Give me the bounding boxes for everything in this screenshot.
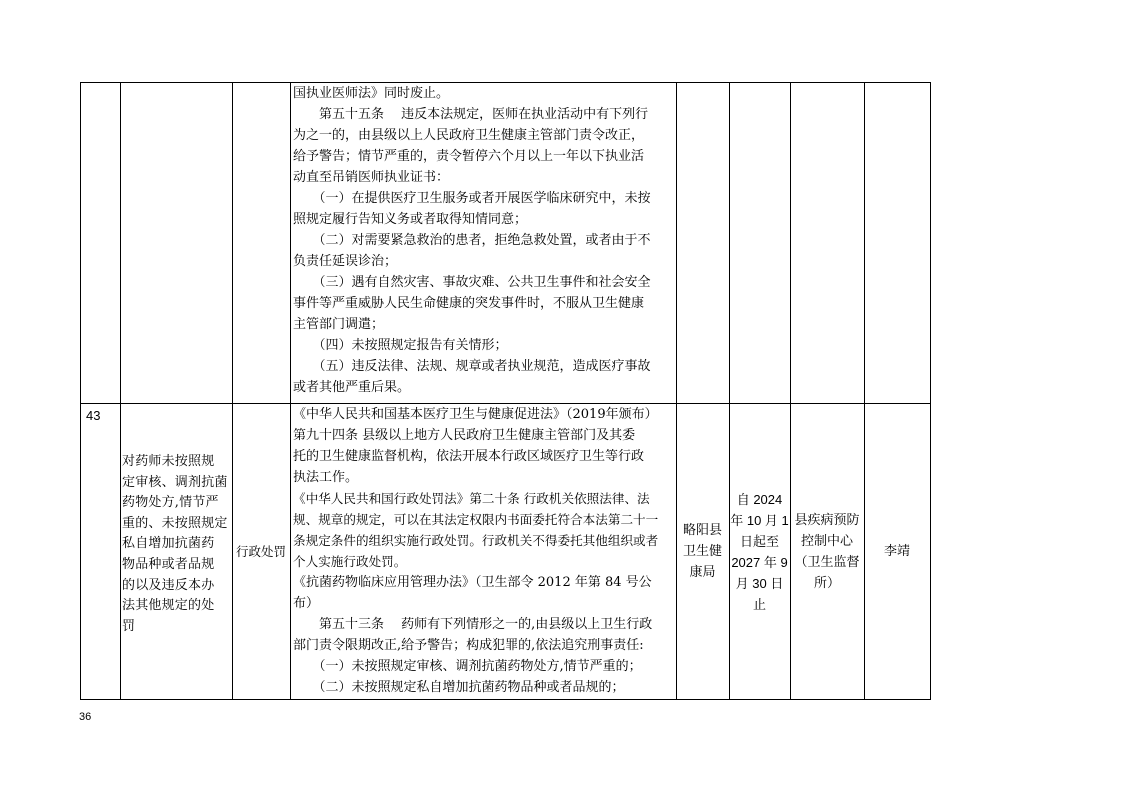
authority-cell <box>676 404 729 699</box>
legal-text-line: 动直至吊销医师执业证书： <box>293 170 450 185</box>
legal-basis-cell <box>293 404 676 698</box>
period-line: 日起至 <box>739 533 779 549</box>
item-name-line: 法其他规定的处 <box>122 598 215 614</box>
legal-text-line: 规、规章的规定，可以在其法定权限内书面委托符合本法第二十一 <box>293 512 659 527</box>
contact-person-cell: 李靖 <box>883 544 910 559</box>
legal-text-line: （二）未按照规定私自增加抗菌药物品种或者品规的； <box>293 680 625 695</box>
legal-text-line: 《中华人民共和国基本医疗卫生与健康促进法》（2019年颁布） <box>293 407 658 422</box>
legal-text-line: 负责任延误诊治； <box>293 254 398 269</box>
legal-text-line: （三）遇有自然灾害、事故灾难、公共卫生事件和社会安全 <box>293 275 651 290</box>
executor-line: （卫生监督 <box>794 554 860 570</box>
validity-period-cell <box>729 404 790 699</box>
authority-line: 康局 <box>689 565 716 580</box>
legal-text-line: （一）在提供医疗卫生服务或者开展医学临床研究中，未按 <box>293 191 651 206</box>
item-name-line: 的以及违反本办 <box>122 577 215 593</box>
legal-text-line: 条规定条件的组织实施行政处罚。行政机关不得委托其他组织或者 <box>293 533 659 548</box>
period-line: 2027 年 9 <box>731 554 788 570</box>
legal-text-line: （四）未按照规定报告有关情形； <box>293 338 508 353</box>
table-border-right <box>930 82 931 700</box>
legal-text-line: 执法工作。 <box>293 470 359 485</box>
executor-line: 县疾病预防 <box>794 512 860 528</box>
legal-basis-cell <box>293 83 676 398</box>
penalty-type-cell: 行政处罚 <box>235 544 286 559</box>
period-line: 月 30 日 <box>735 575 784 591</box>
legal-text-line: 布） <box>293 596 320 611</box>
legal-text-line: 第五十五条 违反本法规定，医师在执业活动中有下列行 <box>293 107 649 122</box>
item-name-line: 定审核、调剂抗菌 <box>122 474 228 490</box>
authorization-table <box>80 82 931 700</box>
executor-cell <box>790 404 864 699</box>
table-border-left <box>80 82 81 700</box>
item-name-line: 罚 <box>122 618 136 634</box>
legal-text-line: 第九十四条 县级以上地方人民政府卫生健康主管部门及其委 <box>293 428 636 443</box>
executor-line: 控制中心 <box>800 533 853 549</box>
legal-text-line: （五）违反法律、法规、规章或者执业规范，造成医疗事故 <box>293 359 651 374</box>
item-name-line: 物品种或者品规 <box>122 556 215 572</box>
page-number: 36 <box>79 711 92 723</box>
legal-text-line: 第五十三条 药师有下列情形之一的,由县级以上卫生行政 <box>293 617 653 632</box>
legal-text-line: 个人实施行政处罚。 <box>293 554 407 569</box>
legal-text-line: 为之一的，由县级以上人民政府卫生健康主管部门责令改正， <box>293 128 645 143</box>
legal-text-line: 部门责令限期改正,给予警告；构成犯罪的,依法追究刑事责任: <box>293 638 644 653</box>
item-name-line: 重的、未按照规定 <box>122 515 228 531</box>
item-name-line: 对药师未按照规 <box>122 454 215 469</box>
legal-text-line: 或者其他严重后果。 <box>293 380 411 395</box>
period-line: 自 2024 <box>736 491 783 507</box>
legal-text-line: 给予警告；情节严重的，责令暂停六个月以上一年以下执业活 <box>293 149 645 164</box>
authority-line: 略阳县 <box>682 523 722 538</box>
authority-line: 卫生健 <box>682 544 722 559</box>
row-number: 43 <box>86 408 101 423</box>
table-border-bottom <box>80 699 931 700</box>
column-divider <box>120 82 121 700</box>
column-divider <box>290 82 291 700</box>
item-name-line: 药物处方,情节严 <box>122 495 219 511</box>
legal-text-line: （二）对需要紧急救治的患者，拒绝急救处置，或者由于不 <box>293 233 651 248</box>
legal-text-line: 国执业医师法》同时废止。 <box>293 86 450 101</box>
item-name-cell <box>122 452 232 637</box>
legal-text-line: 主管部门调遣； <box>293 317 385 332</box>
period-line: 止 <box>752 596 766 612</box>
legal-text-line: （一）未按照规定审核、调剂抗菌药物处方,情节严重的； <box>293 659 642 674</box>
legal-text-line: 照规定履行告知义务或者取得知情同意； <box>293 212 528 227</box>
legal-text-line: 《抗菌药物临床应用管理办法》（卫生部令 2012 年第 84 号公 <box>293 575 652 590</box>
executor-line: 所） <box>813 575 840 591</box>
legal-text-line: 《中华人民共和国行政处罚法》第二十条 行政机关依照法律、法 <box>293 491 650 506</box>
period-line: 年 10 月 1 <box>730 512 789 528</box>
legal-text-line: 事件等严重威胁人民生命健康的突发事件时，不服从卫生健康 <box>293 296 645 311</box>
legal-text-line: 托的卫生健康监督机构，依法开展本行政区域医疗卫生等行政 <box>293 449 645 464</box>
item-name-line: 私自增加抗菌药 <box>122 536 215 552</box>
